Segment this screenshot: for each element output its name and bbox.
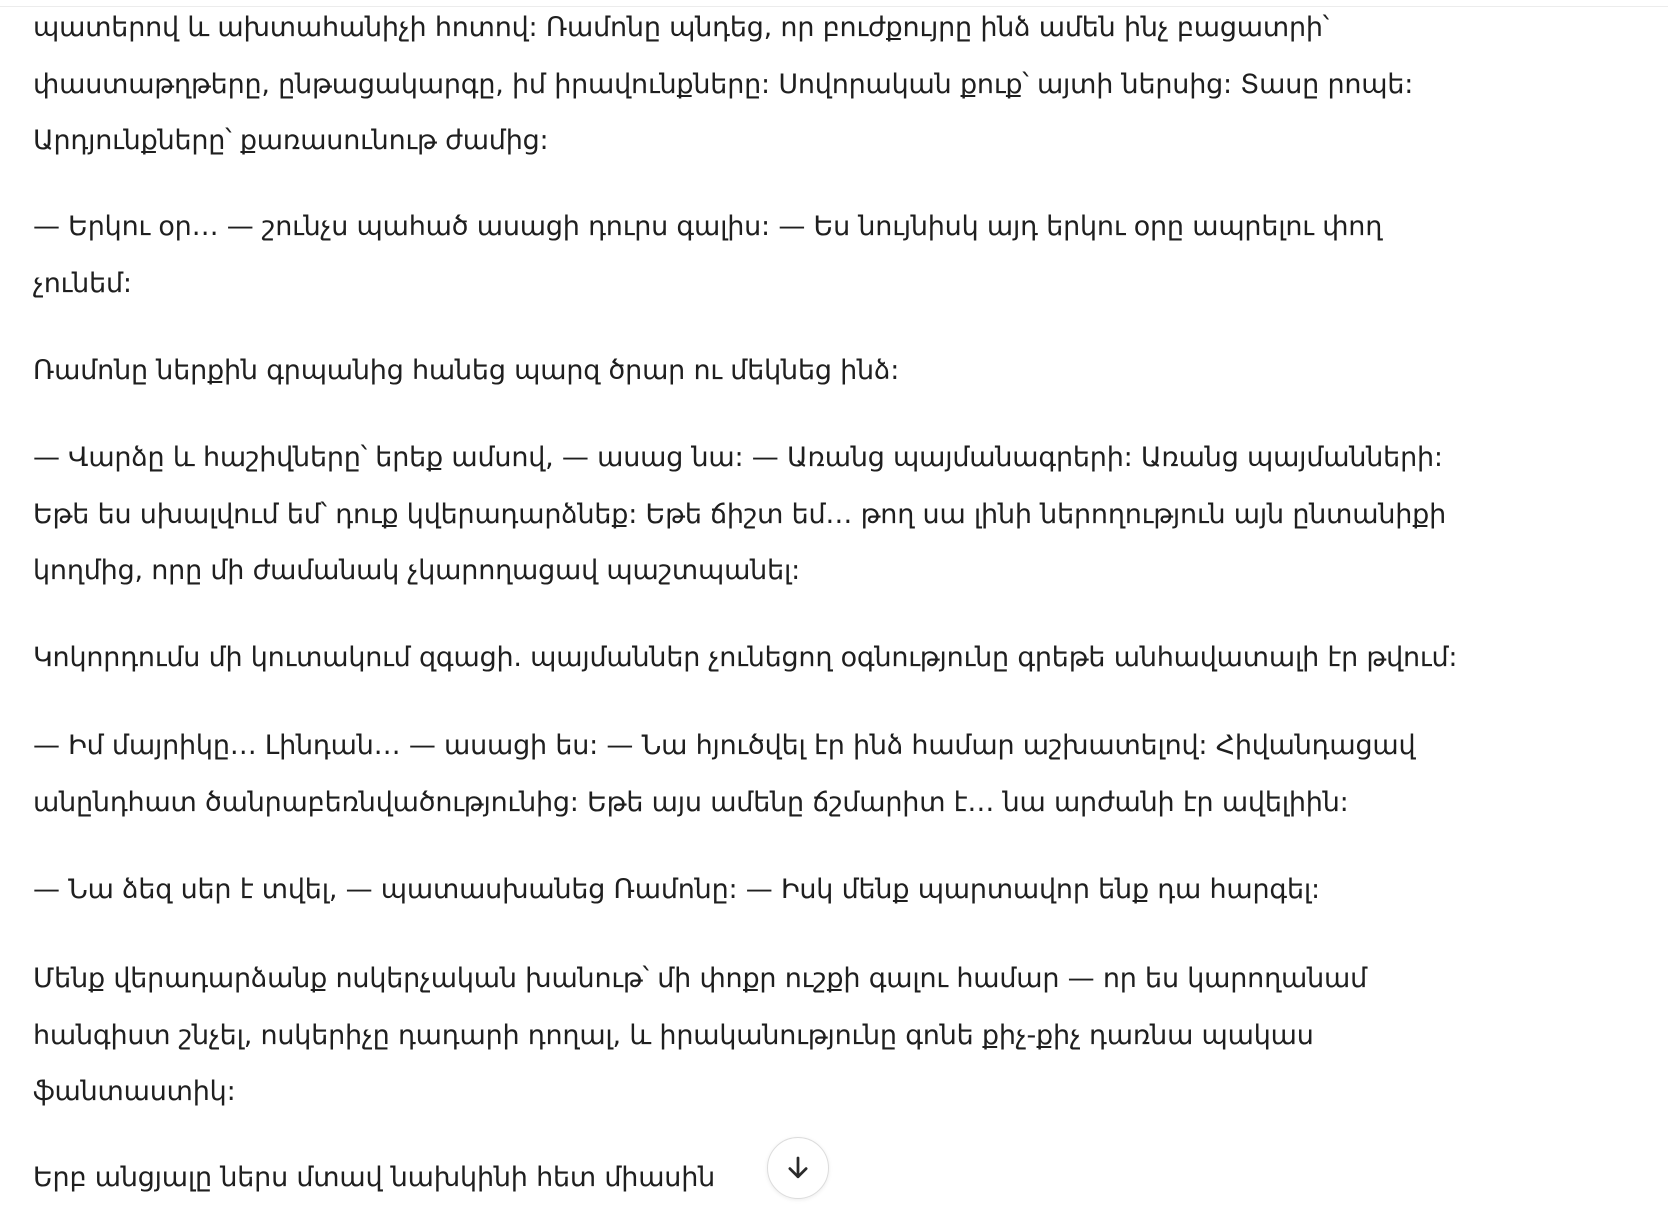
story-paragraph-8: Մենք վերադարձանք ոսկերչական խանութ՝ մի փոքր ուշքի գալու համար — որ ես կարողանամ հանգիստ շնչել, ոսկերիչը դադարի դողալ, և իրականությունը գոնե քիչ-քիչ դառնա պակաս ֆանտաստիկ: bbox=[33, 963, 1368, 1107]
story-paragraph-1: պատերով և ախտահանիչի հոտով: Ռամոնը պնդեց, որ բուժքույրը ինձ ամեն ինչ բացատրի՝ փաստաթղթերը, ընթացակարգը, իմ իրավունքները: Սովորական քուք՝ այտի ներսից: Տասը րոպե: Արդյունքները՝ քառասունութ ժամից: bbox=[33, 12, 1414, 156]
story-paragraph-5: Կոկորդումս մի կուտակում զգացի. պայմաններ չունեցող օգնությունը գրեթե անհավատալի էր թվում: bbox=[33, 642, 1458, 673]
story-paragraph-4: — Վարձը և հաշիվները՝ երեք ամսով, — ասաց նա: — Առանց պայմանագրերի: Առանց պայմանների: Եթե ես սխալվում եմ՝ դուք կվերադարձնեք: Եթե ճիշտ եմ… թող սա լինի ներողություն այն ընտանիքի կողմից, որը մի ժամանակ չկարողացավ պաշտպանել: bbox=[33, 442, 1447, 586]
story-paragraph-9: Երբ անցյալը ներս մտավ նախկինի հետ միասին bbox=[33, 1162, 716, 1193]
scroll-to-bottom-button[interactable] bbox=[767, 1137, 829, 1199]
story-paragraph-3: Ռամոնը ներքին գրպանից հանեց պարզ ծրար ու մեկնեց ինձ: bbox=[33, 355, 900, 386]
story-paragraph-6: — Իմ մայրիկը… Լինդան… — ասացի ես: — Նա հյուծվել էր ինձ համար աշխատելով: Հիվանդացավ անընդհատ ծանրաբեռնվածությունից: Եթե այս ամենը ճշմարիտ է… նա արժանի էր ավելիին: bbox=[33, 730, 1416, 818]
story-paragraph-7: — Նա ձեզ սեր է տվել, — պատասխանեց Ռամոնը: — Իսկ մենք պարտավոր ենք դա հարգել: bbox=[33, 874, 1320, 905]
story-paragraph-2: — Երկու օր… — շունչս պահած ասացի դուրս գալիս: — Ես նույնիսկ այդ երկու օրը ապրելու փող չունեմ: bbox=[33, 211, 1383, 299]
arrow-down-icon bbox=[783, 1153, 813, 1183]
